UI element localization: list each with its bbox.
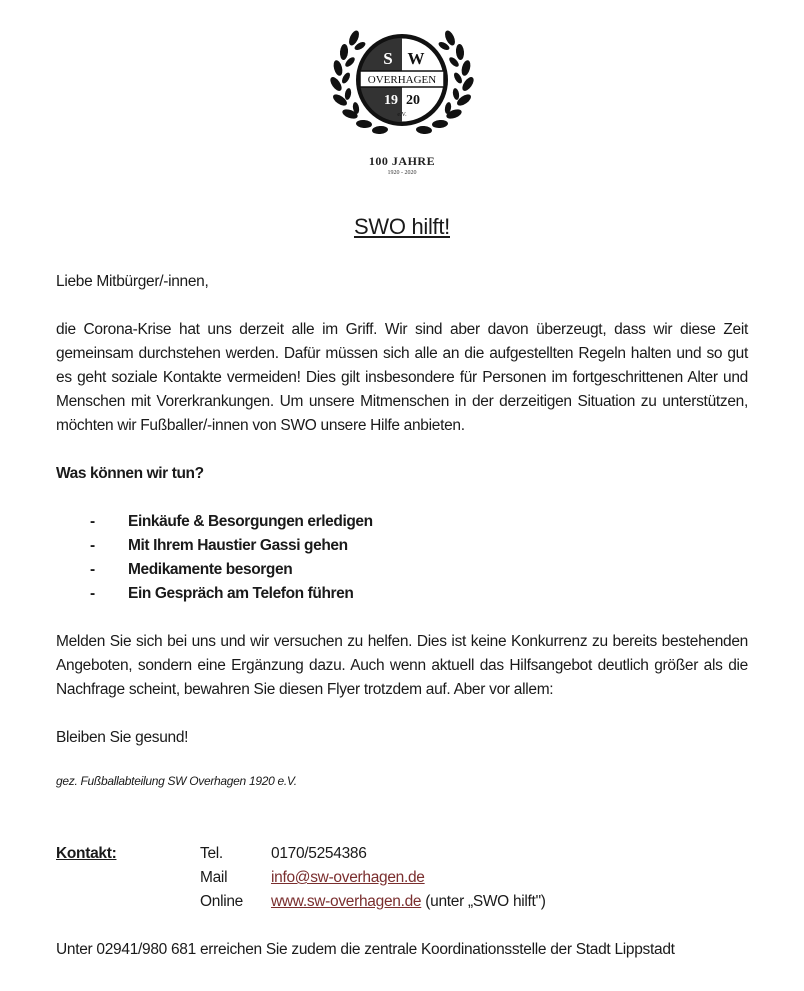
closing-paragraph: Melden Sie sich bei uns und wir versuchen zu helfen. Dies ist keine Konkurrenz zu bereits bestehenden Angeboten, sondern eine Ergänzung dazu. Auch wenn aktuell das Hilfsangebot deutlich größer als die Nachfrage scheint, bewahren Sie diesen Flyer trotzdem auf. Aber vor allem: [56, 633, 748, 698]
online-value-wrap [271, 890, 546, 914]
list-item-text: Mit Ihrem Haustier Gassi gehen [128, 537, 348, 554]
list-dash: - [90, 561, 95, 578]
email-link[interactable]: info@sw-overhagen.de [271, 869, 425, 886]
crest-year-a: 19 [384, 93, 398, 108]
club-logo [320, 16, 484, 176]
crest-club-name: OVERHAGEN [367, 74, 437, 86]
contact-row-tel [56, 842, 748, 866]
list-dash: - [90, 537, 95, 554]
website-link[interactable]: www.sw-overhagen.de [271, 893, 422, 910]
list-dash: - [90, 513, 95, 530]
tel-label: Tel. [200, 845, 223, 862]
crest-letter-w: W [407, 49, 425, 68]
list-item [56, 510, 373, 534]
crest-year-b: 20 [406, 93, 420, 108]
crest-ev: e.V. [397, 112, 407, 118]
list-item [56, 582, 373, 606]
contact-spacer [56, 890, 200, 914]
contact-row-mail [56, 866, 748, 890]
intro-paragraph: die Corona-Krise hat uns derzeit alle im Griff. Wir sind aber davon überzeugt, dass wir diese Zeit gemeinsam durchstehen werden. Dafür müssen sich alle an die aufgestellten Regeln halten und so gut es geht soziale Kontakte vermeiden! Dies gilt insbesondere für Personen im fortgeschrittenen Alter und Menschen mit Vorerkrankungen. Um unsere Mitmenschen in der derzeitigen Situation zu unterstützen, möchten wir Fußballer/-innen von SWO unsere Hilfe anbieten. [56, 321, 748, 434]
contact-spacer [56, 866, 200, 890]
tel-value: 0170/5254386 [271, 845, 367, 862]
list-dash: - [90, 585, 95, 602]
anniversary-label: 100 JAHRE [368, 154, 436, 168]
list-item-text: Einkäufe & Besorgungen erledigen [128, 513, 373, 530]
list-item [56, 558, 373, 582]
contact-block [56, 842, 748, 914]
mail-label: Mail [200, 869, 228, 886]
list-item-text: Medikamente besorgen [128, 561, 293, 578]
page-title: SWO hilft! [353, 214, 450, 239]
anniversary-years: 1920 - 2020 [387, 170, 417, 176]
footer-text: Unter 02941/980 681 erreichen Sie zudem die zentrale Koordinationsstelle der Stadt Lippstadt [56, 941, 675, 958]
list-item-text: Ein Gespräch am Telefon führen [128, 585, 354, 602]
help-list [56, 510, 373, 606]
contact-heading: Kontakt: [56, 845, 117, 862]
online-label: Online [200, 893, 244, 910]
closing-wish: Bleiben Sie gesund! [56, 729, 189, 746]
contact-row-online [56, 890, 748, 914]
online-note: (unter „SWO hilft") [421, 893, 546, 910]
greeting: Liebe Mitbürger/-innen, [56, 273, 209, 290]
signature: gez. Fußballabteilung SW Overhagen 1920 e.V. [56, 774, 297, 788]
laurel-crest-icon [320, 16, 484, 150]
crest-letter-s: S [383, 49, 393, 68]
list-item [56, 534, 373, 558]
section-heading: Was können wir tun? [56, 465, 204, 482]
